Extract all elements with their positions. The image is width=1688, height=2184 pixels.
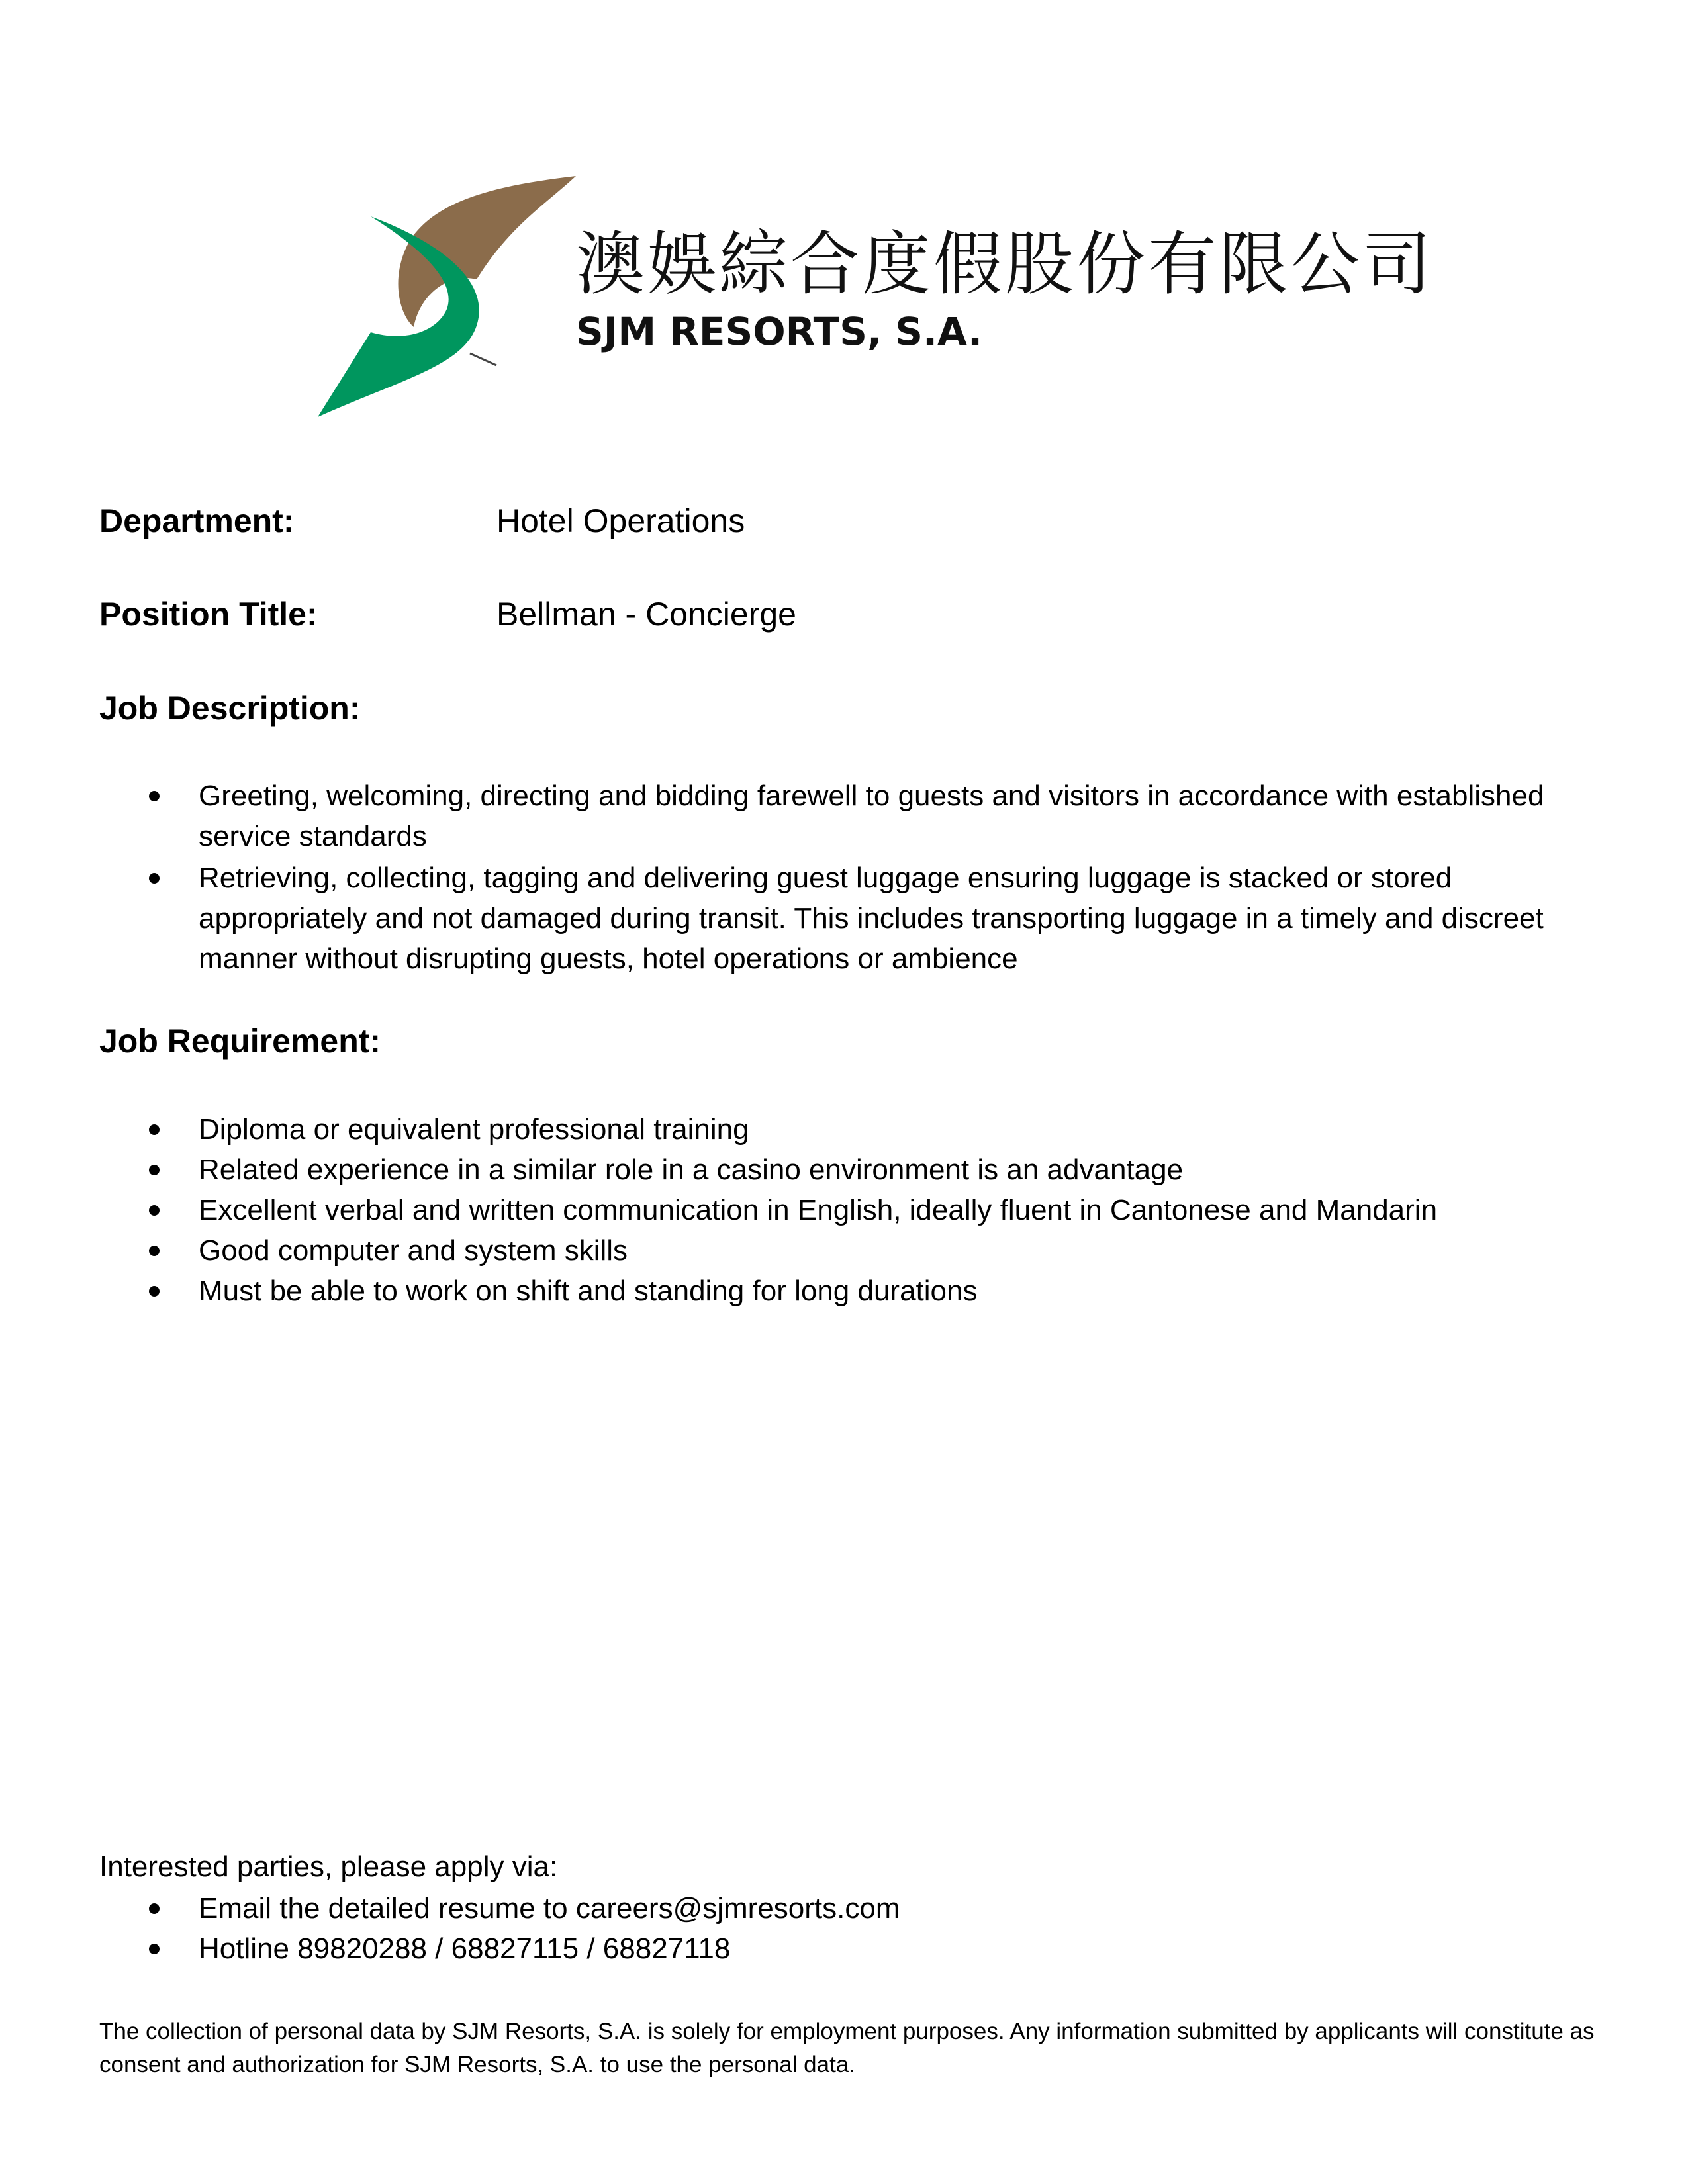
position-row (99, 591, 1556, 637)
logo-accent-line (470, 353, 496, 365)
bullet-icon (149, 1903, 160, 1914)
apply-email-text: Email the detailed resume to careers@sjmresorts.com (199, 1892, 900, 1925)
apply-intro: Interested parties, please apply via: (99, 1850, 558, 1883)
bullet-icon (149, 1246, 160, 1256)
list-item-text: Retrieving, collecting, tagging and delivering guest luggage ensuring luggage is stacked or stored appropriately and not damaged during transit. This includes transporting luggage in a timely and discreet manner without disrupting guests, hotel operations or ambience (199, 862, 1544, 975)
apply-hotline-text: Hotline 89820288 / 68827115 / 68827118 (199, 1933, 731, 1965)
department-value: Hotel Operations (496, 502, 745, 539)
bullet-icon (149, 1165, 160, 1175)
list-item (99, 776, 1589, 856)
logo-english-name: SJM RESORTS, S.A. (576, 309, 983, 354)
list-item-text: Excellent verbal and written communication in English, ideally fluent in Cantonese and Mandarin (199, 1194, 1438, 1226)
department-row (99, 498, 1556, 544)
bullet-icon (149, 1944, 160, 1954)
list-item-text: Greeting, welcoming, directing and bidding farewell to guests and visitors in accordance with established service standards (199, 780, 1544, 852)
bullet-icon (149, 1124, 160, 1135)
job-description-list (99, 776, 1589, 980)
list-item (99, 858, 1589, 979)
bullet-icon (149, 873, 160, 884)
list-item (99, 1190, 1589, 1230)
list-item (99, 1888, 1589, 1929)
list-item (99, 1271, 1589, 1311)
list-item-text: Good computer and system skills (199, 1234, 628, 1267)
company-logo (298, 173, 1434, 425)
list-item-text: Must be able to work on shift and standing for long durations (199, 1275, 978, 1307)
sjm-logo-mark-icon (298, 173, 583, 425)
list-item (99, 1230, 1589, 1271)
position-value: Bellman - Concierge (496, 596, 796, 633)
list-item (99, 1109, 1589, 1150)
list-item (99, 1929, 1589, 1969)
privacy-disclaimer: The collection of personal data by SJM Resorts, S.A. is solely for employment purposes. Any information submitted by applicants will constitute as consent and authorization for SJM Resorts, S.A. to use the personal data. (99, 2019, 1595, 2077)
logo-chinese-name: 澳娛綜合度假股份有限公司 (576, 224, 1434, 304)
position-label: Position Title: (99, 596, 318, 633)
job-description-heading: Job Description: (99, 690, 361, 727)
job-requirement-list (99, 1109, 1589, 1311)
bullet-icon (149, 791, 160, 801)
job-requirement-heading: Job Requirement: (99, 1023, 381, 1060)
list-item-text: Related experience in a similar role in a casino environment is an advantage (199, 1154, 1184, 1186)
department-label: Department: (99, 502, 295, 539)
bullet-icon (149, 1286, 160, 1297)
list-item-text: Diploma or equivalent professional training (199, 1113, 749, 1146)
apply-list (99, 1888, 1589, 1969)
bullet-icon (149, 1205, 160, 1216)
list-item (99, 1150, 1589, 1190)
